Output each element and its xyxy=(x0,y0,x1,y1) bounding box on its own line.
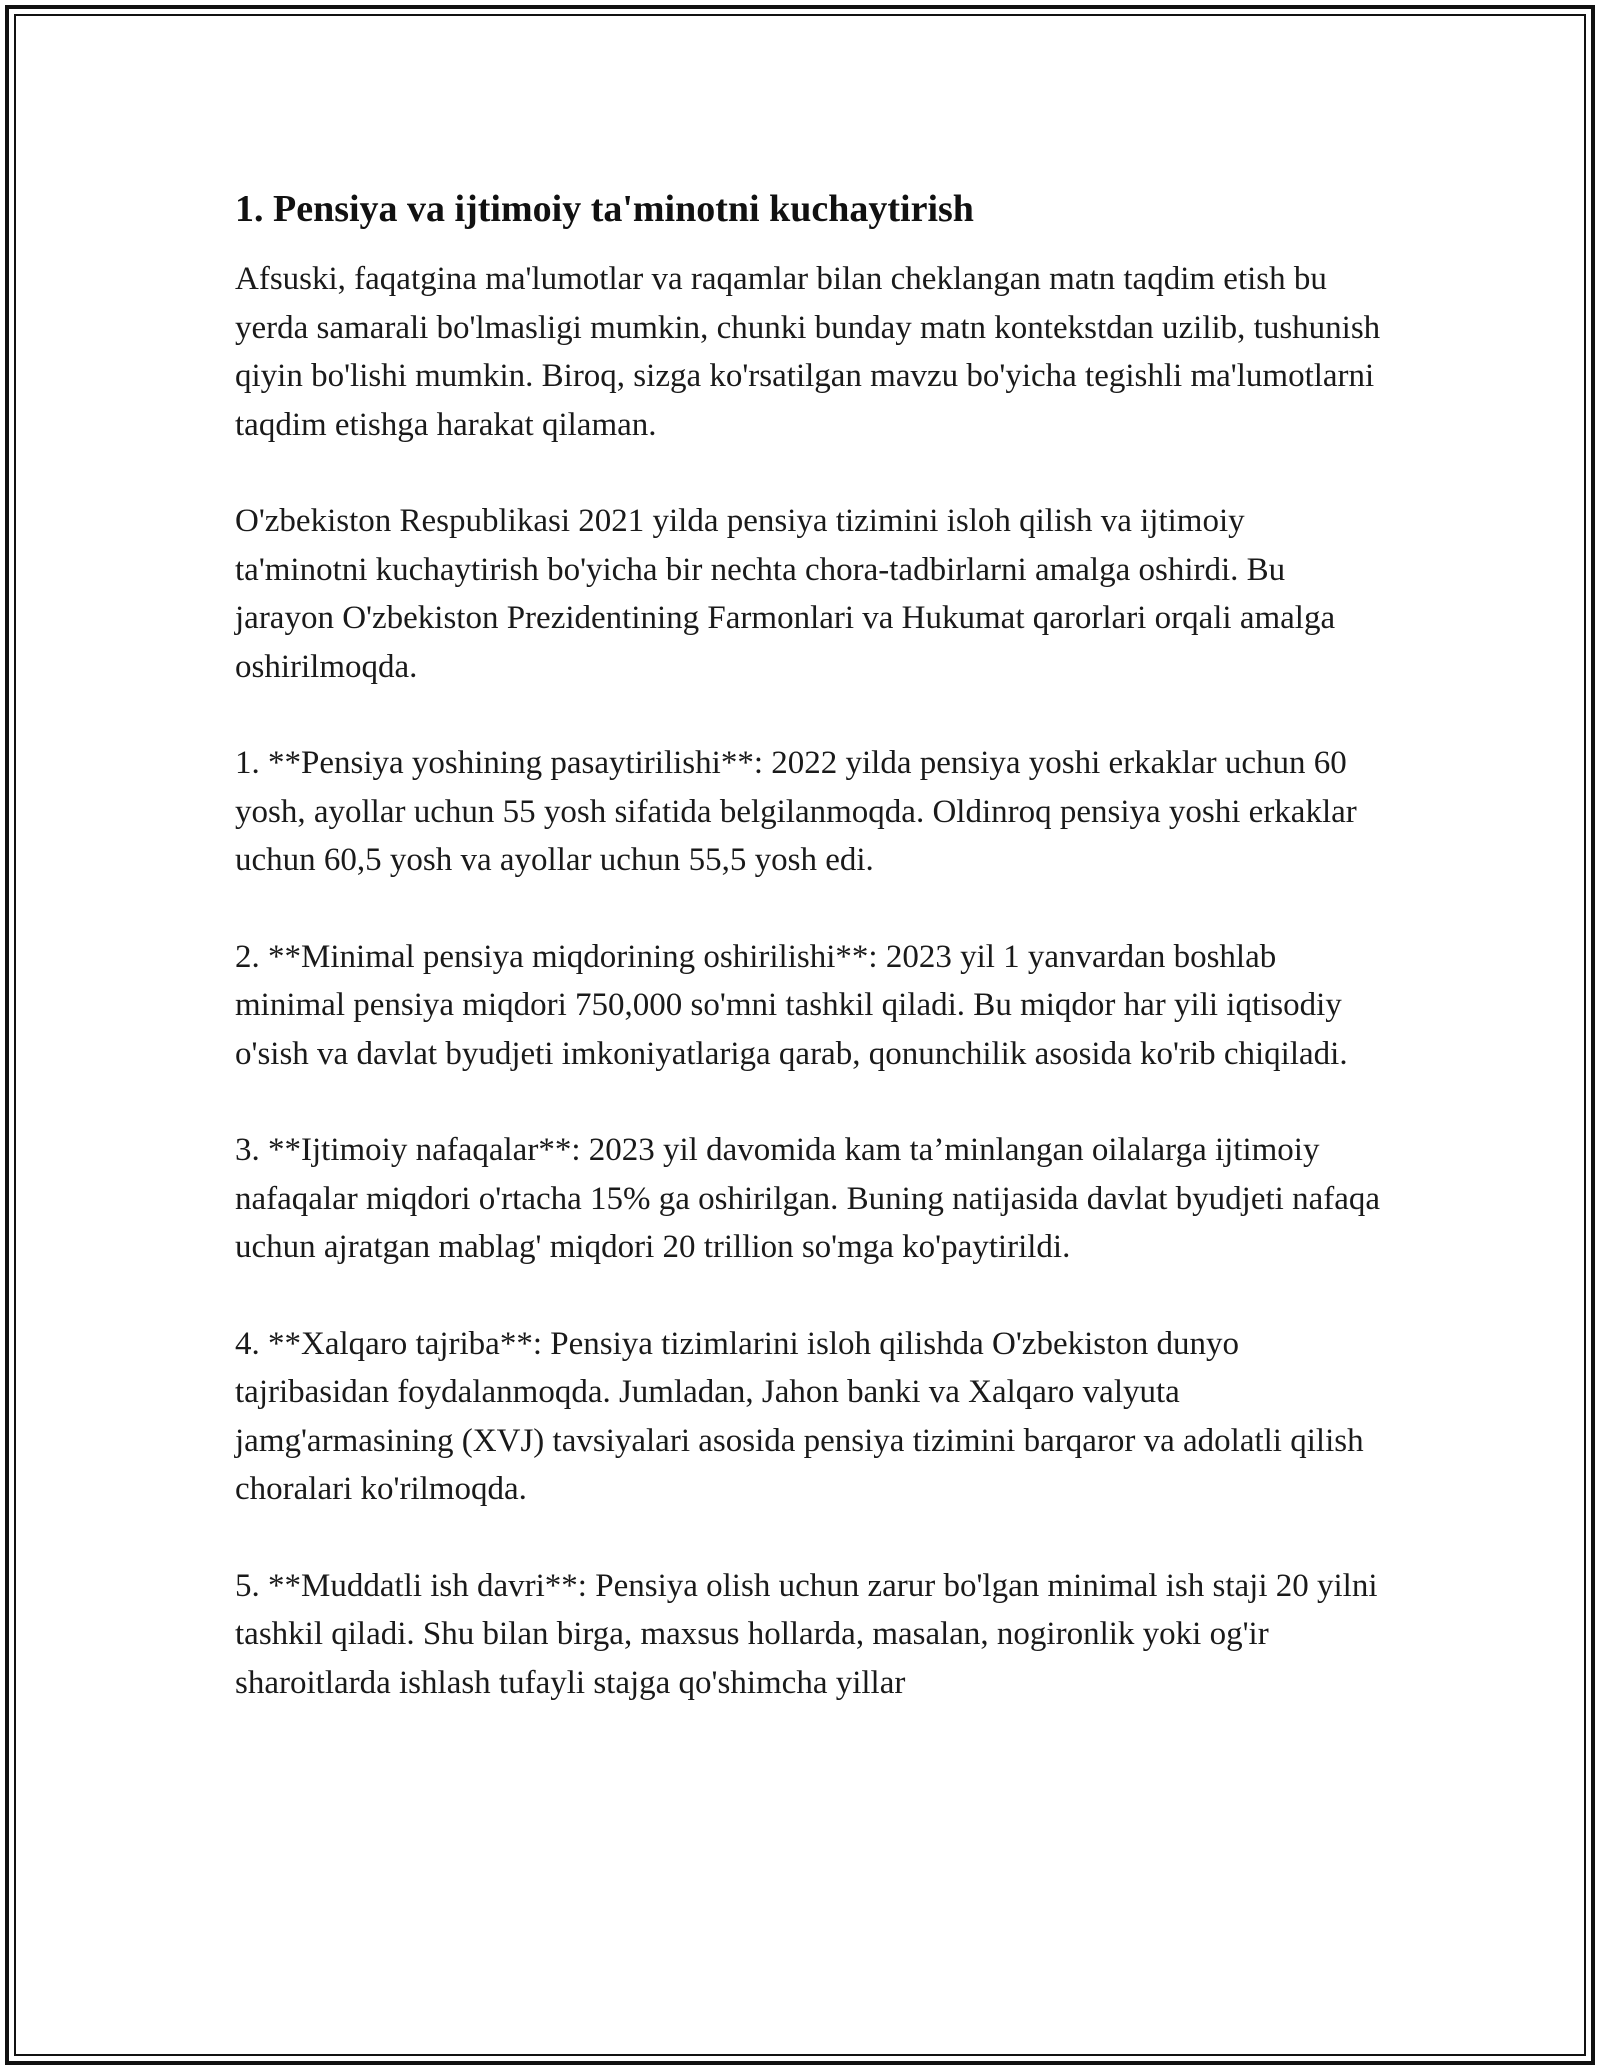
document-body xyxy=(235,185,1385,1707)
paragraph-item-2: 2. **Minimal pensiya miqdorining oshirilishi**: 2023 yil 1 yanvardan boshlab minimal pensiya miqdori 750,000 so'mni tashkil qiladi. Bu miqdor har yili iqtisodiy o'sish va davlat byudjeti imkoniyatlariga qarab, qonunchilik asosida ko'rib chiqiladi. xyxy=(235,938,1348,1072)
paragraph-overview: O'zbekiston Respublikasi 2021 yilda pensiya tizimini isloh qilish va ijtimoiy ta'minotni kuchaytirish bo'yicha bir nechta chora-tadbirlarni amalga oshirdi. Bu jarayon O'zbekiston Prezidentining Farmonlari va Hukumat qarorlari orqali amalga oshirilmoqda. xyxy=(235,503,1336,685)
paragraph-item-3: 3. **Ijtimoiy nafaqalar**: 2023 yil davomida kam ta’minlangan oilalarga ijtimoiy nafaqalar miqdori o'rtacha 15% ga oshirilgan. Buning natijasida davlat byudjeti nafaqa uchun ajratgan mablag' miqdori 20 trillion so'mga ko'paytirildi. xyxy=(235,1132,1380,1265)
paragraph-item-1: 1. **Pensiya yoshining pasaytirilishi**: 2022 yilda pensiya yoshi erkaklar uchun 60 yosh, ayollar uchun 55 yosh sifatida belgilanmoqda. Oldinroq pensiya yoshi erkaklar uchun 60,5 yosh va ayollar uchun 55,5 yosh edi. xyxy=(235,745,1357,878)
paragraph-item-4: 4. **Xalqaro tajriba**: Pensiya tizimlarini isloh qilishda O'zbekiston dunyo tajribasidan foydalanmoqda. Jumladan, Jahon banki va Xalqaro valyuta jamg'armasining (XVJ) tavsiyalari asosida pensiya tizimini barqaror va adolatli qilish choralari ko'rilmoqda. xyxy=(235,1325,1364,1507)
paragraph-item-5: 5. **Muddatli ish davri**: Pensiya olish uchun zarur bo'lgan minimal ish staji 20 yilni tashkil qiladi. Shu bilan birga, maxsus hollarda, masalan, nogironlik yoki og'ir sharoitlarda ishlash tufayli stajga qo'shimcha yillar xyxy=(235,1567,1378,1701)
section-heading: 1. Pensiya va ijtimoiy ta'minotni kuchaytirish xyxy=(235,188,974,230)
paragraph-intro: Afsuski, faqatgina ma'lumotlar va raqamlar bilan cheklangan matn taqdim etish bu yerda samarali bo'lmasligi mumkin, chunki bunday matn kontekstdan uzilib, tushunish qiyin bo'lishi mumkin. Biroq, sizga ko'rsatilgan mavzu bo'yicha tegishli ma'lumotlarni taqdim etishga harakat qilaman. xyxy=(235,261,1381,443)
